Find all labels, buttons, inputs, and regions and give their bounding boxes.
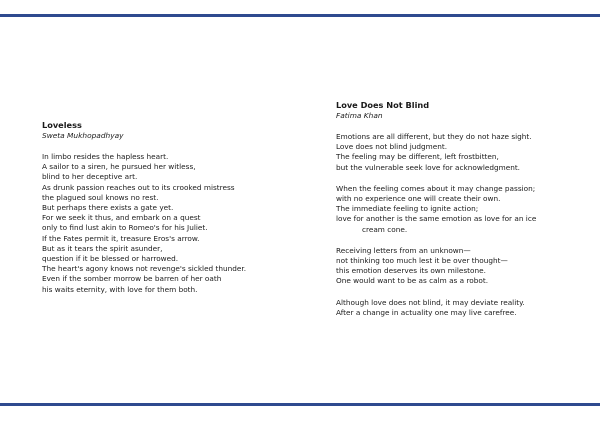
poem-line: One would want to be as calm as a robot. — [336, 276, 489, 286]
poem-line: but the vulnerable seek love for acknowledgment. — [336, 162, 521, 172]
poem-line: cream cone. — [362, 224, 408, 234]
poem-line: Love does not blind judgment. — [336, 142, 448, 152]
top-border — [0, 14, 600, 17]
stanza — [336, 246, 586, 287]
poem-line: But as it tears the spirit asunder, — [42, 243, 163, 253]
stanza — [336, 298, 586, 318]
poem-line: For we seek it thus, and embark on a quest — [42, 213, 201, 223]
poem-author: Fatima Khan — [336, 111, 383, 120]
poem-line: this emotion deserves its own milestone. — [336, 266, 486, 276]
poem-line: In limbo resides the hapless heart. — [42, 152, 169, 161]
poem-line: question if it be blessed or harrowed. — [42, 254, 179, 264]
poem-love-does-not-blind — [336, 100, 586, 329]
poem-line: But perhaps there exists a gate yet. — [42, 203, 174, 213]
poem-line: the plagued soul knows no rest. — [42, 192, 159, 202]
stanza — [336, 132, 586, 173]
poem-line: Emotions are all different, but they do not haze sight. — [336, 132, 532, 141]
poem-line: When the feeling comes about it may change passion; — [336, 183, 536, 193]
poem-line: blind to her deceptive art. — [42, 172, 138, 182]
poem-line: The feeling may be different, left frostbitten, — [336, 152, 499, 162]
poem-line: not thinking too much lest it be over thought— — [336, 256, 508, 266]
poem-title: Loveless — [42, 120, 82, 130]
stanza — [42, 152, 292, 295]
poem-line: Although love does not blind, it may deviate reality. — [336, 297, 525, 307]
poem-title: Love Does Not Blind — [336, 100, 430, 110]
poem-line: love for another is the same emotion as love for an ice — [336, 214, 537, 224]
poem-line: with no experience one will create their own. — [336, 194, 501, 204]
stanza — [336, 184, 586, 235]
poem-line: As drunk passion reaches out to its crooked mistress — [42, 182, 235, 192]
poem-line: only to find lust akin to Romeo's for his Juliet. — [42, 223, 208, 233]
poem-line: The immediate feeling to ignite action; — [336, 204, 479, 214]
bottom-border — [0, 403, 600, 406]
poem-line: Receiving letters from an unknown— — [336, 245, 471, 255]
poem-line: Even if the somber morrow be barren of her oath — [42, 274, 222, 284]
poem-line: The heart's agony knows not revenge's sickled thunder. — [42, 264, 247, 274]
poem-author: Sweta Mukhopadhyay — [42, 131, 124, 140]
poem-line: A sailor to a siren, he pursued her witless, — [42, 162, 196, 172]
poem-line: If the Fates permit it, treasure Eros's arrow. — [42, 233, 200, 243]
poem-loveless — [42, 120, 292, 306]
poem-line: After a change in actuality one may live carefree. — [336, 307, 517, 317]
poem-line: his waits eternity, with love for them both. — [42, 284, 198, 294]
